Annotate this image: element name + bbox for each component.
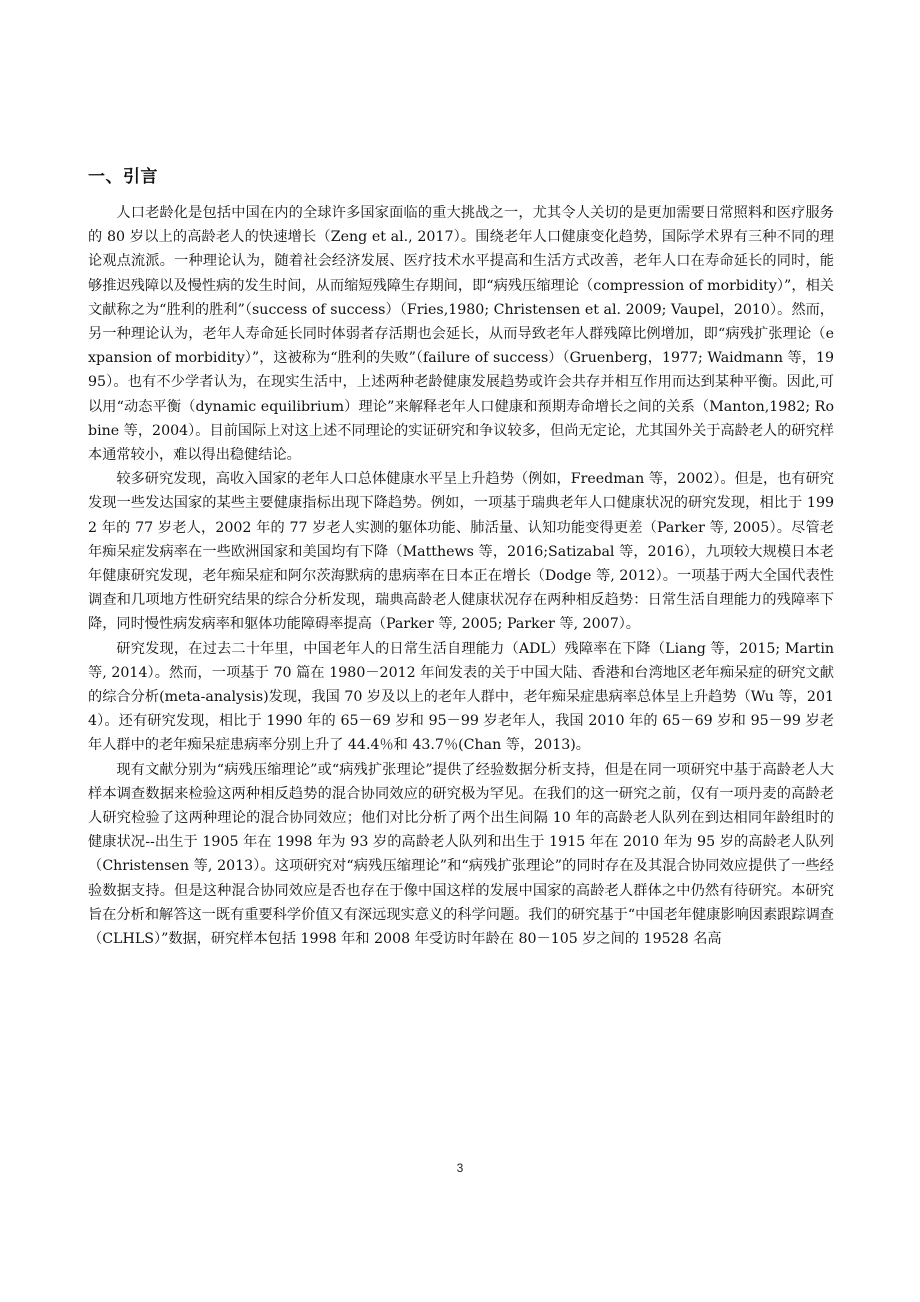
section-heading: 一、引言 — [88, 167, 158, 187]
body-text — [88, 201, 834, 951]
paragraph: 较多研究发现，高收入国家的老年人口总体健康水平呈上升趋势（例如，Freedman 等，2002）。但是，也有研究发现一些发达国家的某些主要健康指标出现下降趋势。例如，一项基于瑞典老年人口健康状况的研究发现，相比于 1992 年的 77 岁老人，2002 年的 77 岁老人实测的躯体功能、肺活量、认知功能变得更差（Parker 等, 2005）。尽管老年痴呆症发病率在一些欧洲国家和美国均有下降（Matthews 等，2016;Satizabal 等，2016），九项较大规模日本老年健康研究发现，老年痴呆症和阿尔茨海默病的患病率在日本正在增长（Dodge 等, 2012）。一项基于两大全国代表性调查和几项地方性研究结果的综合分析发现，瑞典高龄老人健康状况存在两种相反趋势：日常生活自理能力的残障率下降，同时慢性病发病率和躯体功能障碍率提高（Parker 等, 2005; Parker 等, 2007）。 — [88, 471, 834, 633]
page-number: 3 — [456, 1161, 464, 1175]
paragraph: 现有文献分别为“病残压缩理论”或“病残扩张理论”提供了经验数据分析支持，但是在同一项研究中基于高龄老人大样本调查数据来检验这两种相反趋势的混合协同效应的研究极为罕见。在我们的这一研究之前，仅有一项丹麦的高龄老人研究检验了这两种理论的混合协同效应；他们对比分析了两个出生间隔 10 年的高龄老人队列在到达相同年龄组时的健康状况--出生于 1905 年在 1998 年为 93 岁的高龄老人队列和出生于 1915 年在 2010 年为 95 岁的高龄老人队列（Christensen 等, 2013）。这项研究对“病残压缩理论”和“病残扩张理论”的同时存在及其混合协同效应提供了一些经验数据支持。但是这种混合协同效应是否也存在于像中国这样的发展中国家的高龄老人群体之中仍然有待研究。本研究旨在分析和解答这一既有重要科学价值又有深远现实意义的科学问题。我们的研究基于“中国老年健康影响因素跟踪调查（CLHLS）”数据，研究样本包括 1998 年和 2008 年受访时年龄在 80－105 岁之间的 19528 名高 — [88, 761, 834, 948]
paragraph: 研究发现，在过去二十年里，中国老年人的日常生活自理能力（ADL）残障率在下降（Liang 等，2015; Martin 等, 2014）。然而，一项基于 70 篇在 1980－2012 年间发表的关于中国大陆、香港和台湾地区老年痴呆症的研究文献的综合分析(meta-analysis)发现，我国 70 岁及以上的老年人群中，老年痴呆症患病率总体呈上升趋势（Wu 等，2014）。还有研究发现，相比于 1990 年的 65－69 岁和 95－99 岁老年人，我国 2010 年的 65－69 岁和 95－99 岁老年人群中的老年痴呆症患病率分别上升了 44.4％和 43.7％(Chan 等，2013)。 — [88, 640, 834, 754]
paragraph: 人口老龄化是包括中国在内的全球许多国家面临的重大挑战之一，尤其令人关切的是更加需要日常照料和医疗服务的 80 岁以上的高龄老人的快速增长（Zeng et al., 2017）。围绕老年人口健康变化趋势，国际学术界有三种不同的理论观点流派。一种理论认为，随着社会经济发展、医疗技术水平提高和生活方式改善，老年人口在寿命延长的同时，能够推迟残障以及慢性病的发生时间，从而缩短残障生存期间，即“病残压缩理论（compression of morbidity）”，相关文献称之为“胜利的胜利”（success of success）（Fries,1980; Christensen et al. 2009; Vaupel，2010）。然而，另一种理论认为，老年人寿命延长同时体弱者存活期也会延长，从而导致老年人群残障比例增加，即“病残扩张理论（expansion of morbidity）”，这被称为“胜利的失败”（failure of success）（Gruenberg，1977; Waidmann 等，1995）。也有不少学者认为，在现实生活中，上述两种老龄健康发展趋势或许会共存并相互作用而达到某种平衡。因此,可以用“动态平衡（dynamic equilibrium）理论”来解释老年人口健康和预期寿命增长之间的关系（Manton,1982; Robine 等，2004）。目前国际上对这上述不同理论的实证研究和争议较多，但尚无定论，尤其国外关于高龄老人的研究样本通常较小，难以得出稳健结论。 — [88, 205, 834, 464]
